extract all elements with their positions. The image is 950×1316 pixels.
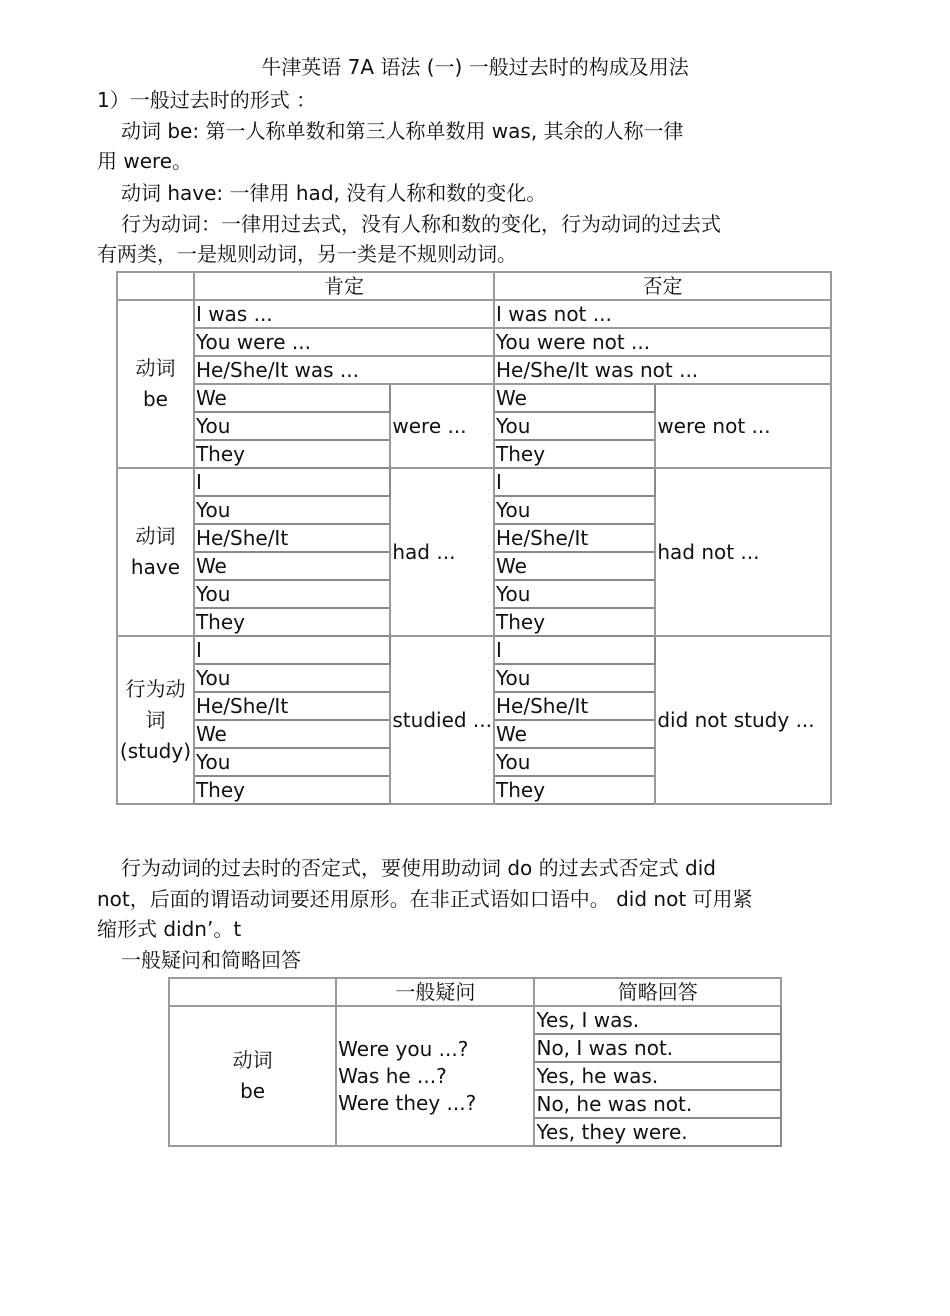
label-line: 动词: [232, 1048, 273, 1072]
label-line: 动词: [135, 356, 176, 380]
study-neg-subject: You: [494, 748, 655, 776]
row-label-be: [117, 300, 194, 468]
row-label-have: [117, 468, 194, 636]
page-title: 牛津英语 7A 语法 (一) 一般过去时的构成及用法: [261, 55, 689, 79]
have-neg-subject: I: [494, 468, 655, 496]
answer-cell: Yes, he was.: [534, 1062, 781, 1090]
study-neg-subject: He/She/It: [494, 692, 655, 720]
header-affirmative: 肯定: [194, 272, 494, 300]
paragraph-action-line2: 有两类，一是规则动词，另一类是不规则动词。: [97, 242, 517, 266]
study-neg-subject: I: [494, 636, 655, 664]
have-aff-subject: You: [194, 496, 390, 524]
answer-cell: No, he was not.: [534, 1090, 781, 1118]
be-neg-he: He/She/It was not ...: [494, 356, 831, 384]
question-answer-table: [168, 977, 782, 1147]
study-neg-verb: did not study ...: [655, 636, 831, 804]
be-neg-plural-verb: were not ...: [655, 384, 831, 468]
question-line: Were they ...?: [338, 1090, 477, 1115]
study-aff-subject: I: [194, 636, 390, 664]
have-aff-verb: had ...: [390, 468, 494, 636]
answer-cell: No, I was not.: [534, 1034, 781, 1062]
question-line: Was he ...?: [338, 1063, 447, 1088]
section-heading-form: 1）一般过去时的形式 ：: [97, 88, 317, 112]
label-line: (study): [119, 738, 191, 763]
paragraph-negation-line2: not，后面的谓语动词要还用原形。在非正式语如口语中。 did not 可用紧: [97, 887, 753, 911]
be-neg-i: I was not ...: [494, 300, 831, 328]
label-line: have: [130, 555, 180, 579]
study-neg-subject: You: [494, 664, 655, 692]
paragraph-have: 动词 have: 一律用 had, 没有人称和数的变化。: [121, 181, 547, 205]
be-aff-plural-verb: were ...: [390, 384, 494, 468]
label-line: be: [240, 1079, 266, 1103]
have-aff-subject: They: [194, 608, 390, 636]
label-line: be: [142, 387, 168, 411]
be-neg-you: You were not ...: [494, 328, 831, 356]
paragraph-be-line1: 动词 be: 第一人称单数和第三人称单数用 was, 其余的人称一律: [121, 119, 684, 143]
section-heading-questions: 一般疑问和简略回答: [121, 948, 301, 972]
have-aff-subject: You: [194, 580, 390, 608]
paragraph-negation-line3: 缩形式 didn’。t: [97, 917, 242, 941]
answer-cell: Yes, they were.: [534, 1118, 781, 1146]
be-neg-subject: You: [494, 412, 655, 440]
have-neg-subject: We: [494, 552, 655, 580]
answer-cell: Yes, I was.: [534, 1006, 781, 1034]
study-aff-subject: You: [194, 664, 390, 692]
header-negative: 否定: [494, 272, 831, 300]
row-label-be: [169, 1006, 336, 1146]
be-aff-subject: We: [194, 384, 390, 412]
be-aff-he: He/She/It was ...: [194, 356, 494, 384]
corner-cell: [117, 272, 194, 300]
study-neg-subject: We: [494, 720, 655, 748]
be-aff-i: I was ...: [194, 300, 494, 328]
question-line: Were you ...?: [338, 1036, 469, 1061]
be-neg-subject: We: [494, 384, 655, 412]
study-neg-subject: They: [494, 776, 655, 804]
be-aff-subject: They: [194, 440, 390, 468]
label-line: 行为动: [125, 676, 186, 701]
have-neg-subject: They: [494, 608, 655, 636]
have-neg-subject: He/She/It: [494, 524, 655, 552]
be-aff-you: You were ...: [194, 328, 494, 356]
have-aff-subject: We: [194, 552, 390, 580]
have-aff-subject: He/She/It: [194, 524, 390, 552]
conjugation-table: [116, 271, 832, 805]
label-line: 动词: [135, 524, 176, 548]
study-aff-verb: studied ...: [390, 636, 494, 804]
have-neg-subject: You: [494, 580, 655, 608]
be-aff-subject: You: [194, 412, 390, 440]
study-aff-subject: We: [194, 720, 390, 748]
header-question: 一般疑问: [336, 978, 534, 1006]
have-neg-subject: You: [494, 496, 655, 524]
corner-cell: [169, 978, 336, 1006]
study-aff-subject: You: [194, 748, 390, 776]
have-aff-subject: I: [194, 468, 390, 496]
paragraph-be-line2: 用 were。: [97, 149, 193, 173]
paragraph-negation-line1: 行为动词的过去时的否定式，要使用助动词 do 的过去式否定式 did: [121, 856, 716, 880]
paragraph-action-line1: 行为动词：一律用过去式，没有人称和数的变化，行为动词的过去式: [121, 212, 721, 236]
study-aff-subject: He/She/It: [194, 692, 390, 720]
be-neg-subject: They: [494, 440, 655, 468]
question-cell: [336, 1006, 534, 1146]
header-answer: 简略回答: [534, 978, 781, 1006]
have-neg-verb: had not ...: [655, 468, 831, 636]
row-label-study: [117, 636, 194, 804]
label-line: 词: [145, 707, 166, 732]
study-aff-subject: They: [194, 776, 390, 804]
